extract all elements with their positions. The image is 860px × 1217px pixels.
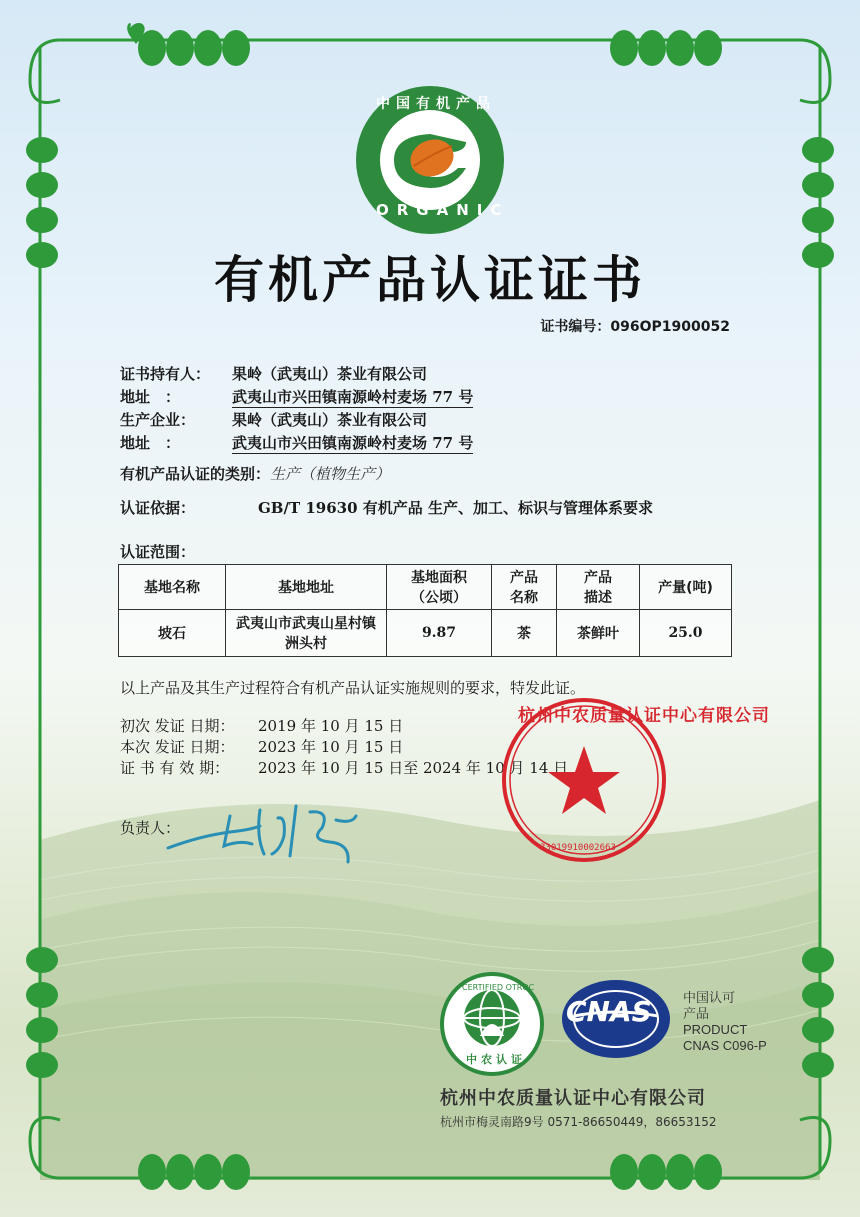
producer-label: 生产企业： bbox=[120, 411, 196, 429]
logo-text-cn: 中国有机产品 bbox=[376, 96, 496, 112]
producer-row bbox=[120, 410, 427, 430]
cell-product-desc: 茶鲜叶 bbox=[557, 610, 640, 657]
scope-table bbox=[118, 564, 732, 657]
basis-row bbox=[120, 498, 653, 518]
scope-label bbox=[120, 542, 195, 562]
validity-value: 2023 年 10 月 15 日至 2024 年 10 月 14 日 bbox=[258, 759, 569, 777]
issuer-contact: 杭州市梅灵南路9号 0571-86650449，86653152 bbox=[440, 1115, 717, 1129]
stamp-text: 杭州中农质量认证中心有限公司 bbox=[518, 706, 770, 726]
issuer-company: 杭州中农质量认证中心有限公司 bbox=[440, 1088, 706, 1109]
badge-cn-text: 中农认证 bbox=[466, 1053, 526, 1066]
basis-label: 认证依据： bbox=[120, 499, 196, 517]
first-issue-value: 2019 年 10 月 15 日 bbox=[258, 717, 404, 735]
table-header-row bbox=[119, 565, 732, 610]
this-issue-value: 2023 年 10 月 15 日 bbox=[258, 738, 404, 756]
first-issue-label: 初次 发证 日期： bbox=[120, 717, 235, 735]
cnas-accreditation-text bbox=[683, 990, 767, 1054]
cnas-line-2: 产品 bbox=[683, 1006, 710, 1021]
basis-value: GB/T 19630 有机产品 生产、加工、标识与管理体系要求 bbox=[258, 499, 653, 517]
badge-text: CERTIFIED OTROC bbox=[462, 983, 535, 992]
header-output: 产量(吨) bbox=[640, 565, 732, 610]
header-product-name: 产品 名称 bbox=[492, 565, 557, 610]
header-base-name: 基地名称 bbox=[119, 565, 226, 610]
category-label: 有机产品认证的类别： bbox=[120, 465, 271, 483]
producer-address-label: 地址 ： bbox=[120, 434, 181, 452]
holder-address-value: 武夷山市兴田镇南源岭村麦场 77 号 bbox=[232, 388, 474, 406]
signature bbox=[160, 796, 370, 866]
cnas-line-4: CNAS C096-P bbox=[683, 1038, 767, 1053]
holder-address-row bbox=[120, 387, 473, 408]
cert-number-value: 096OP1900052 bbox=[610, 319, 730, 335]
certificate-title: 有机产品认证证书 bbox=[214, 251, 646, 309]
cert-number bbox=[540, 316, 730, 336]
category-value: 生产（植物生产） bbox=[270, 465, 391, 483]
scope-label-text: 认证范围： bbox=[120, 543, 196, 561]
cell-base-area: 9.87 bbox=[387, 610, 492, 657]
statement: 以上产品及其生产过程符合有机产品认证实施规则的要求，特发此证。 bbox=[120, 679, 586, 697]
cell-output: 25.0 bbox=[640, 610, 732, 657]
cell-base-name: 坡石 bbox=[119, 610, 226, 657]
producer-value: 果岭（武夷山）茶业有限公司 bbox=[232, 411, 428, 429]
validity-label: 证 书 有 效 期： bbox=[120, 759, 230, 777]
producer-address-row bbox=[120, 433, 473, 454]
category-row bbox=[120, 464, 390, 484]
this-issue-label: 本次 发证 日期： bbox=[120, 738, 235, 756]
cnas-logo-text: CNAS bbox=[566, 995, 652, 1028]
header-base-address: 基地地址 bbox=[226, 565, 387, 610]
holder-address-label: 地址 ： bbox=[120, 388, 181, 406]
header-base-area: 基地面积 （公顷） bbox=[387, 565, 492, 610]
this-issue-row bbox=[120, 737, 403, 757]
table-row bbox=[119, 610, 732, 657]
holder-value: 果岭（武夷山）茶业有限公司 bbox=[232, 365, 428, 383]
cell-product-name: 茶 bbox=[492, 610, 557, 657]
cert-number-label: 证书编号： bbox=[540, 319, 611, 335]
cnas-line-1: 中国认可 bbox=[683, 990, 736, 1005]
first-issue-row bbox=[120, 716, 403, 736]
cnas-line-3: PRODUCT bbox=[683, 1022, 748, 1037]
holder-row bbox=[120, 364, 427, 384]
holder-label: 证书持有人： bbox=[120, 365, 211, 383]
header-product-desc: 产品 描述 bbox=[557, 565, 640, 610]
responsible-label: 负责人： bbox=[120, 819, 181, 837]
stamp-code: 3301991000266З bbox=[540, 843, 616, 853]
cell-base-address: 武夷山市武夷山星村镇洲头村 bbox=[226, 610, 387, 657]
logo-text-en: ORGANIC bbox=[376, 201, 510, 219]
producer-address-value: 武夷山市兴田镇南源岭村麦场 77 号 bbox=[232, 434, 474, 452]
